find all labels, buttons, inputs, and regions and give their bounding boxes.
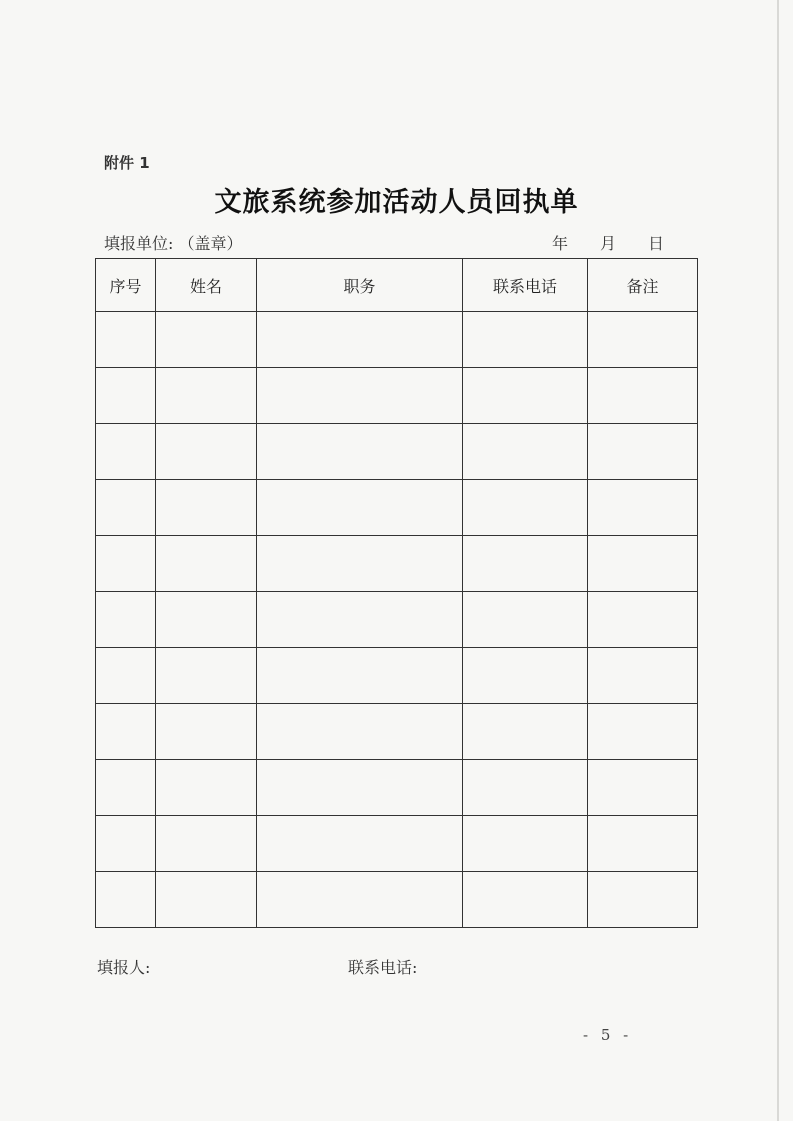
serial-number-cell[interactable] — [96, 312, 156, 368]
table-row — [96, 592, 698, 648]
name-cell[interactable] — [156, 536, 257, 592]
phone-cell[interactable] — [463, 536, 588, 592]
phone-cell[interactable] — [463, 648, 588, 704]
date-day: 日 — [647, 234, 664, 253]
remarks-cell[interactable] — [588, 480, 698, 536]
remarks-cell[interactable] — [588, 704, 698, 760]
date-month: 月 — [599, 234, 616, 253]
serial-number-cell[interactable] — [96, 872, 156, 928]
table-row — [96, 536, 698, 592]
header-remarks: 备注 — [588, 259, 698, 312]
serial-number-cell[interactable] — [96, 760, 156, 816]
serial-number-cell[interactable] — [96, 592, 156, 648]
name-cell[interactable] — [156, 480, 257, 536]
serial-number-cell[interactable] — [96, 368, 156, 424]
position-cell[interactable] — [257, 704, 463, 760]
header-phone: 联系电话 — [463, 259, 588, 312]
position-cell[interactable] — [257, 536, 463, 592]
remarks-cell[interactable] — [588, 536, 698, 592]
serial-number-cell[interactable] — [96, 704, 156, 760]
receipt-table — [95, 258, 698, 928]
name-cell[interactable] — [156, 312, 257, 368]
table-row — [96, 368, 698, 424]
phone-cell[interactable] — [463, 816, 588, 872]
page-edge — [777, 0, 779, 1121]
meta-line — [104, 231, 664, 253]
phone-cell[interactable] — [463, 424, 588, 480]
date-fields — [552, 231, 664, 254]
serial-number-cell[interactable] — [96, 816, 156, 872]
serial-number-cell[interactable] — [96, 424, 156, 480]
phone-cell[interactable] — [463, 480, 588, 536]
position-cell[interactable] — [257, 424, 463, 480]
table-header-row — [96, 259, 698, 312]
remarks-cell[interactable] — [588, 312, 698, 368]
remarks-cell[interactable] — [588, 872, 698, 928]
name-cell[interactable] — [156, 648, 257, 704]
serial-number-cell[interactable] — [96, 648, 156, 704]
remarks-cell[interactable] — [588, 592, 698, 648]
position-cell[interactable] — [257, 648, 463, 704]
table-row — [96, 760, 698, 816]
name-cell[interactable] — [156, 760, 257, 816]
name-cell[interactable] — [156, 368, 257, 424]
attachment-label: 附件 1 — [104, 154, 150, 172]
table-row — [96, 872, 698, 928]
phone-cell[interactable] — [463, 368, 588, 424]
table-row — [96, 816, 698, 872]
header-serial-number: 序号 — [96, 259, 156, 312]
footer-line — [97, 955, 697, 977]
table-row — [96, 648, 698, 704]
name-cell[interactable] — [156, 592, 257, 648]
name-cell[interactable] — [156, 872, 257, 928]
table-body — [96, 312, 698, 928]
serial-number-cell[interactable] — [96, 480, 156, 536]
name-cell[interactable] — [156, 704, 257, 760]
table-row — [96, 480, 698, 536]
serial-number-cell[interactable] — [96, 536, 156, 592]
position-cell[interactable] — [257, 368, 463, 424]
remarks-cell[interactable] — [588, 424, 698, 480]
date-year: 年 — [551, 234, 568, 253]
remarks-cell[interactable] — [588, 368, 698, 424]
table-row — [96, 424, 698, 480]
filler-label: 填报人: — [97, 958, 151, 977]
phone-cell[interactable] — [463, 312, 588, 368]
table-row — [96, 704, 698, 760]
remarks-cell[interactable] — [588, 816, 698, 872]
phone-cell[interactable] — [463, 760, 588, 816]
position-cell[interactable] — [257, 760, 463, 816]
position-cell[interactable] — [257, 480, 463, 536]
table-row — [96, 312, 698, 368]
header-position: 职务 — [257, 259, 463, 312]
phone-cell[interactable] — [463, 592, 588, 648]
phone-cell[interactable] — [463, 872, 588, 928]
contact-phone-label: 联系电话: — [348, 958, 418, 977]
reporting-unit-label: 填报单位: （盖章） — [104, 234, 243, 253]
position-cell[interactable] — [257, 872, 463, 928]
page-number: - 5 - — [583, 1026, 633, 1044]
name-cell[interactable] — [156, 424, 257, 480]
position-cell[interactable] — [257, 312, 463, 368]
remarks-cell[interactable] — [588, 648, 698, 704]
remarks-cell[interactable] — [588, 760, 698, 816]
position-cell[interactable] — [257, 592, 463, 648]
name-cell[interactable] — [156, 816, 257, 872]
phone-cell[interactable] — [463, 704, 588, 760]
header-name: 姓名 — [156, 259, 257, 312]
document-title: 文旅系统参加活动人员回执单 — [214, 187, 579, 218]
position-cell[interactable] — [257, 816, 463, 872]
